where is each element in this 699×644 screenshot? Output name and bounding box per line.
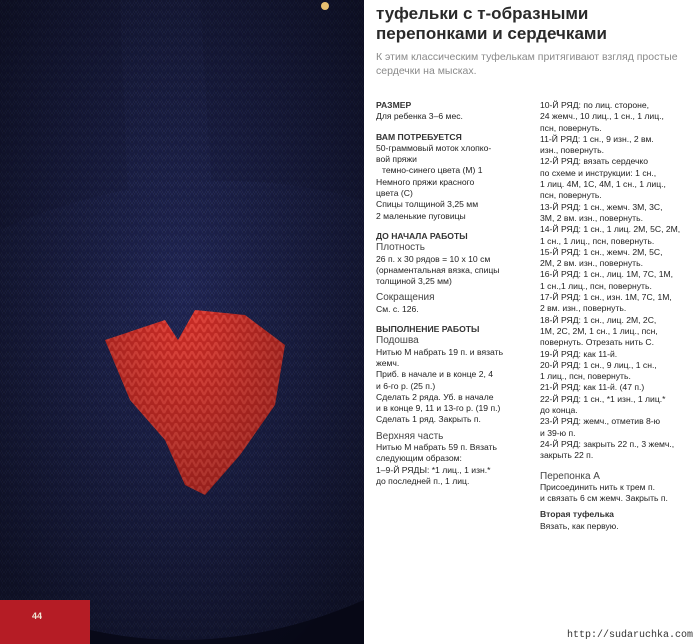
row-instruction-line: 13-Й РЯД: 1 сн., жемч. 3М, 3С, — [540, 201, 663, 212]
page-subtitle: К этим классическим туфелькам притягивают взгляд простые сердечки на мысках. — [376, 51, 678, 77]
row-instruction-line: 17-Й РЯД: 1 сн., изн. 1М, 7С, 1М, — [540, 292, 672, 303]
second-shoe-line: Вязать, как первую. — [540, 520, 619, 531]
row-instruction-line: псн, повернуть. — [540, 122, 602, 133]
row-instruction-line: 18-Й РЯД: 1 сн., лиц. 2М, 2С, — [540, 314, 657, 325]
right-column — [540, 100, 698, 532]
sole-line: жемч. — [376, 357, 400, 368]
row-instruction-line: 1 лиц., псн, повернуть. — [540, 371, 631, 382]
row-instruction-line: по схеме и инструкции: 1 сн., — [540, 167, 657, 178]
upper-line: следующим образом: — [376, 453, 462, 464]
size-heading: РАЗМЕР — [376, 100, 412, 110]
materials-line: цвета (С) — [376, 188, 413, 199]
row-instruction-line: 1М, 2С, 2М, 1 сн., 1 лиц., псн, — [540, 325, 658, 336]
density-line: толщиной 3,25 мм) — [376, 276, 452, 287]
sole-line: и 6-го р. (25 п.) — [376, 380, 436, 391]
size-line: Для ребенка 3–6 мес. — [376, 111, 463, 122]
sole-title: Подошва — [376, 335, 419, 347]
strap-line: Присоединить нить к трем п. — [540, 481, 656, 492]
upper-title: Верхняя часть — [376, 430, 444, 442]
row-instruction-line: повернуть. Отрезать нить С. — [540, 337, 654, 348]
row-instruction-line: и 39-ю п. — [540, 427, 576, 438]
second-shoe-title: Вторая туфелька — [540, 509, 614, 520]
row-instruction-line: закрыть 22 п. — [540, 450, 594, 461]
sole-line: Приб. в начале и в конце 2, 4 — [376, 369, 494, 380]
abbreviations-title: Сокращения — [376, 292, 435, 304]
sole-line: Сделать 2 ряда. Уб. в начале — [376, 391, 494, 402]
page-number: 44 — [32, 611, 43, 621]
row-instruction-line: 14-Й РЯД: 1 сн., 1 лиц. 2М, 5С, 2М, — [540, 224, 681, 235]
sole-line: Сделать 1 ряд. Закрыть п. — [376, 414, 481, 425]
row-instruction-line: 1 лиц. 4М, 1С, 4М, 1 сн., 1 лиц., — [540, 179, 666, 190]
row-instruction-line: 23-Й РЯД: жемч., отметив 8-ю — [540, 416, 661, 427]
row-instruction-line: 22-Й РЯД: 1 сн., *1 изн., 1 лиц.* — [540, 393, 666, 404]
density-line: 26 п. х 30 рядов = 10 х 10 см — [376, 253, 491, 264]
row-instruction-line: псн, повернуть. — [540, 190, 602, 201]
row-instruction-line: 11-Й РЯД: 1 сн., 9 изн., 2 вм. — [540, 133, 654, 144]
row-instruction-line: 1 сн.,1 лиц., псн, повернуть. — [540, 280, 652, 291]
upper-line: до последней п., 1 лиц. — [376, 475, 470, 486]
row-instruction-line: 12-Й РЯД: вязать сердечко — [540, 156, 649, 167]
strap-line: и связать 6 см жемч. Закрыть п. — [540, 493, 668, 504]
materials-line: 2 маленькие пуговицы — [376, 210, 466, 221]
row-instruction-line: 24-Й РЯД: закрыть 22 п., 3 жемч., — [540, 438, 675, 449]
materials-line: Немного пряжи красного — [376, 176, 475, 187]
materials-line: вой пряжи — [376, 154, 417, 165]
row-instructions — [540, 100, 698, 462]
page-title: туфельки с т-образными перепонками и сердечками — [376, 4, 607, 43]
before-heading: ДО НАЧАЛА РАБОТЫ — [376, 230, 468, 241]
sole-line: Нитью М набрать 19 п. и вязать — [376, 346, 504, 357]
materials-line: темно-синего цвета (М) 1 — [382, 165, 483, 176]
row-instruction-line: 16-Й РЯД: 1 сн., лиц. 1М, 7С, 1М, — [540, 269, 674, 280]
work-heading: ВЫПОЛНЕНИЕ РАБОТЫ — [376, 324, 480, 335]
row-instruction-line: 2М, 2 вм. изн., повернуть. — [540, 258, 643, 269]
row-instruction-line: 21-Й РЯД: как 11-й. (47 п.) — [540, 382, 645, 393]
materials-line: Спицы толщиной 3,25 мм — [376, 199, 479, 210]
row-instruction-line: изн., повернуть. — [540, 145, 604, 156]
upper-line: Нитью М набрать 59 п. Вязать — [376, 442, 498, 453]
row-instruction-line: 20-Й РЯД: 1 сн., 9 лиц., 1 сн., — [540, 359, 657, 370]
materials-heading: ВАМ ПОТРЕБУЕТСЯ — [376, 131, 462, 142]
row-instruction-line: 24 жемч., 10 лиц., 1 сн., 1 лиц., — [540, 111, 664, 122]
row-instruction-line: 1 сн., 1 лиц., псн, повернуть. — [540, 235, 655, 246]
sole-line: и в конце 9, 11 и 13-го р. (19 п.) — [376, 403, 501, 414]
left-column — [376, 100, 534, 487]
row-instruction-line: 2 вм. изн., повернуть. — [540, 303, 627, 314]
density-title: Плотность — [376, 242, 425, 254]
strap-title: Перепонка А — [540, 470, 600, 482]
row-instruction-line: 3М, 2 вм. изн., повернуть. — [540, 212, 643, 223]
row-instruction-line: 15-Й РЯД: 1 сн., жемч. 2М, 5С, — [540, 246, 663, 257]
upper-line: 1–9-Й РЯДЫ: *1 лиц., 1 изн.* — [376, 464, 491, 475]
row-instruction-line: 19-Й РЯД: как 11-й. — [540, 348, 618, 359]
pattern-text-page — [368, 0, 699, 644]
density-line: (орнаментальная вязка, спицы — [376, 264, 500, 275]
materials-line: 50-граммовый моток хлопко- — [376, 142, 492, 153]
abbreviations-line: См. с. 126. — [376, 303, 419, 314]
row-instruction-line: до конца. — [540, 405, 578, 416]
watermark-url: http://sudaruchka.com — [566, 630, 693, 641]
row-instruction-line: 10-Й РЯД: по лиц. стороне, — [540, 100, 650, 110]
